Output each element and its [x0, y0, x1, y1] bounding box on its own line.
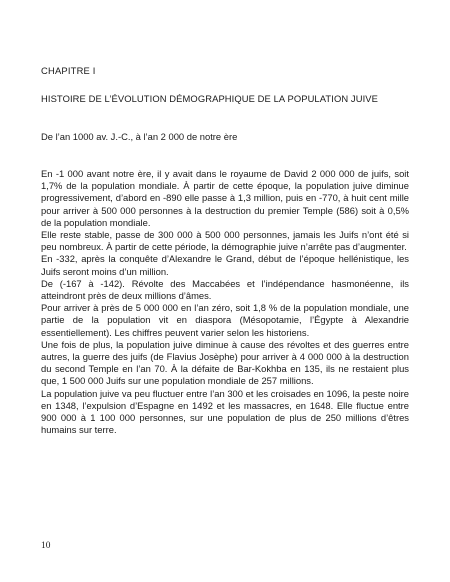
page-number: 10: [41, 541, 51, 551]
paragraph: La population juive va peu fluctuer entre l’an 300 et les croisades en 1096, la peste noire en 1348, l’expulsion d’Espagne en 1492 et les massacres, en 1648. Elle fluctue entre 900 000 à 1 100 000 personnes, sur une population de plus de 250 millions d’êtres humains sur terre.: [41, 387, 409, 436]
paragraph: En -1 000 avant notre ère, il y avait dans le royaume de David 2 000 000 de juifs, soit 1,7% de la population mondiale. À partir de cette époque, la population juive diminue progressivement, d’abord en -890 elle passe à 1,3 million, puis en -770, à huit cent mille pour arriver à 500 000 personnes à la destruction du premier Temple (586) soit à 0,5% de la population mondiale.: [41, 168, 409, 228]
paragraph: De (-167 à -142). Révolte des Maccabées et l’indépendance hasmonéenne, ils atteindront près de deux millions d’âmes.: [41, 277, 409, 302]
chapter-title: HISTOIRE DE L’ÉVOLUTION DÉMOGRAPHIQUE DE LA POPULATION JUIVE: [41, 93, 378, 104]
chapter-label: CHAPITRE I: [41, 65, 96, 76]
paragraph: En -332, après la conquête d’Alexandre le Grand, début de l’époque hellénistique, les Juifs seront moins d’un million.: [41, 253, 409, 277]
body-text: [41, 168, 409, 436]
paragraph: Pour arriver à près de 5 000 000 en l’an zéro, soit 1,8 % de la population mondiale, une partie de la population vit en diaspora (Mésopotamie, l’Égypte à Alexandrie essentiellement). Les chiffres peuvent varier selon les historiens.: [41, 302, 409, 338]
paragraph: Elle reste stable, passe de 300 000 à 500 000 personnes, jamais les Juifs n’ont été si peu nombreux. À partir de cette période, la démographie juive n’arrête pas d’augmenter.: [41, 229, 409, 253]
paragraph: Une fois de plus, la population juive diminue à cause des révoltes et des guerres entre autres, la guerre des juifs (de Flavius Josèphe) pour arriver à 4 000 000 à la destruction du second Temple en l’an 70. À la défaite de Bar-Kokhba en 135, ils ne restaient plus que, 1 500 000 Juifs sur une population mondiale de 257 millions.: [41, 338, 409, 387]
section-subtitle: De l’an 1000 av. J.-C., à l’an 2 000 de notre ère: [41, 131, 238, 142]
